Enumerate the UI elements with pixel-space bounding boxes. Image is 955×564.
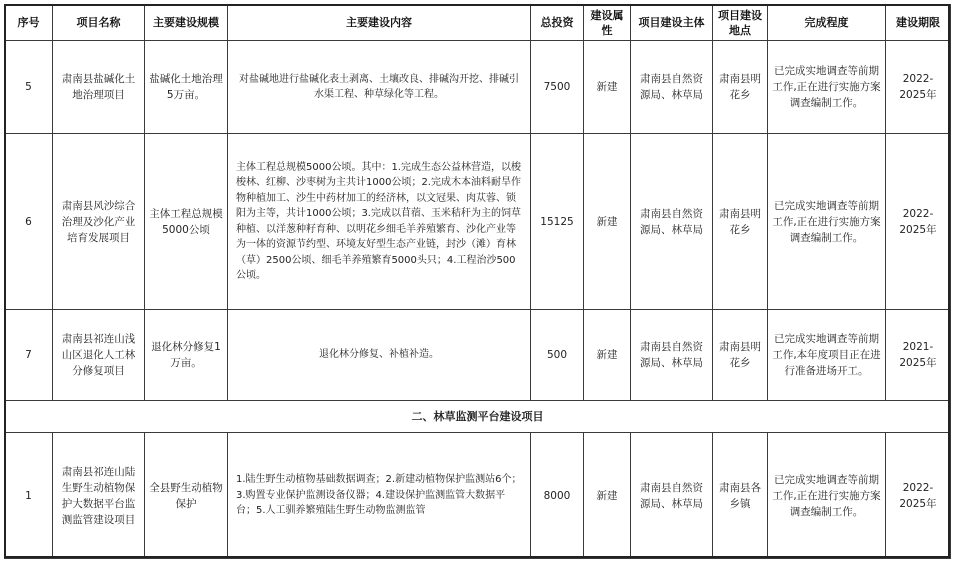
cell-location: 肃南县明花乡 — [713, 134, 768, 310]
cell-period: 2022-2025年 — [886, 41, 951, 134]
cell-scale: 退化林分修复1万亩。 — [145, 310, 228, 401]
cell-progress: 已完成实地调查等前期工作,正在进行实施方案调查编制工作。 — [768, 41, 886, 134]
header-investment: 总投资 — [531, 5, 584, 41]
cell-seq: 1 — [5, 433, 53, 559]
header-nature: 建设属性 — [584, 5, 631, 41]
cell-content: 1.陆生野生动植物基础数据调查；2.新建动植物保护监测站6个；3.购置专业保护监测设备仪器；4.建设保护监测监管大数据平台；5.人工驯养繁殖陆生野生动物监测监管 — [228, 433, 531, 559]
cell-content: 对盐碱地进行盐碱化表土剥离、土壤改良、排碱沟开挖、排碱引水渠工程、种草绿化等工程。 — [228, 41, 531, 134]
cell-owner: 肃南县自然资源局、林草局 — [631, 134, 713, 310]
cell-owner: 肃南县自然资源局、林草局 — [631, 433, 713, 559]
cell-period: 2022-2025年 — [886, 433, 951, 559]
cell-investment: 7500 — [531, 41, 584, 134]
cell-nature: 新建 — [584, 134, 631, 310]
cell-investment: 15125 — [531, 134, 584, 310]
cell-name: 肃南县风沙综合治理及沙化产业培育发展项目 — [53, 134, 145, 310]
cell-name: 肃南县祁连山浅山区退化人工林分修复项目 — [53, 310, 145, 401]
cell-name: 肃南县祁连山陆生野生动植物保护大数据平台监测监管建设项目 — [53, 433, 145, 559]
cell-content: 退化林分修复、补植补造。 — [228, 310, 531, 401]
cell-location: 肃南县明花乡 — [713, 310, 768, 401]
header-period: 建设期限 — [886, 5, 951, 41]
cell-location: 肃南县各乡镇 — [713, 433, 768, 559]
project-table — [4, 4, 951, 559]
cell-nature: 新建 — [584, 433, 631, 559]
table-row — [5, 310, 951, 401]
cell-investment: 500 — [531, 310, 584, 401]
section-title: 二、林草监测平台建设项目 — [5, 401, 951, 433]
header-progress: 完成程度 — [768, 5, 886, 41]
table-row — [5, 41, 951, 134]
cell-nature: 新建 — [584, 310, 631, 401]
cell-seq: 7 — [5, 310, 53, 401]
cell-owner: 肃南县自然资源局、林草局 — [631, 310, 713, 401]
header-name: 项目名称 — [53, 5, 145, 41]
cell-nature: 新建 — [584, 41, 631, 134]
table-row — [5, 433, 951, 559]
header-owner: 项目建设主体 — [631, 5, 713, 41]
cell-progress: 已完成实地调查等前期工作,本年度项目正在进行准备进场开工。 — [768, 310, 886, 401]
cell-investment: 8000 — [531, 433, 584, 559]
cell-progress: 已完成实地调查等前期工作,正在进行实施方案调查编制工作。 — [768, 433, 886, 559]
cell-scale: 盐碱化土地治理5万亩。 — [145, 41, 228, 134]
header-scale: 主要建设规模 — [145, 5, 228, 41]
cell-seq: 6 — [5, 134, 53, 310]
cell-owner: 肃南县自然资源局、林草局 — [631, 41, 713, 134]
table-row — [5, 134, 951, 310]
cell-period: 2021-2025年 — [886, 310, 951, 401]
cell-content: 主体工程总规模5000公顷。其中：1.完成生态公益林营造，以梭梭林、红柳、沙枣树为主共计1000公顷；2.完成木本油料耐旱作物种植加工、沙生中药材加工的经济林，以文冠果、肉苁蓉、锁阳为主等，共计1000公顷；3.完成以苜蓿、玉米秸秆为主的饲草种植、以洋葱种籽育种、以明花乡细毛羊养殖繁育、沙化产业等为一体的资源节约型、环境友好型生态产业链，封沙（滩）育林（草）2500公顷、细毛羊养殖繁育5000头只；4.工程治沙500公顷。 — [228, 134, 531, 310]
header-content: 主要建设内容 — [228, 5, 531, 41]
cell-scale: 全县野生动植物保护 — [145, 433, 228, 559]
header-location: 项目建设地点 — [713, 5, 768, 41]
cell-location: 肃南县明花乡 — [713, 41, 768, 134]
cell-progress: 已完成实地调查等前期工作,正在进行实施方案调查编制工作。 — [768, 134, 886, 310]
cell-seq: 5 — [5, 41, 53, 134]
cell-period: 2022-2025年 — [886, 134, 951, 310]
cell-scale: 主体工程总规模5000公顷 — [145, 134, 228, 310]
cell-name: 肃南县盐碱化土地治理项目 — [53, 41, 145, 134]
section-row — [5, 401, 951, 433]
table-header-row — [5, 5, 951, 41]
header-seq: 序号 — [5, 5, 53, 41]
